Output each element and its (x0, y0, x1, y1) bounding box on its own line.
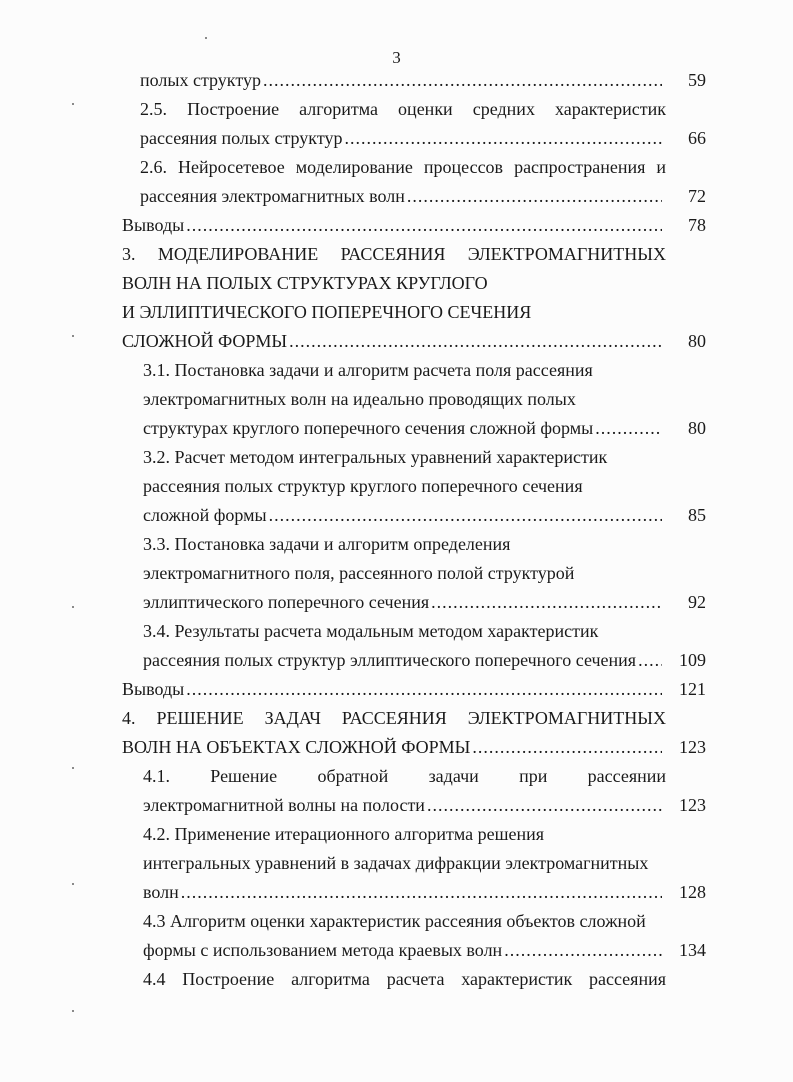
dot-leader (289, 327, 662, 356)
toc-entry-text: Выводы (122, 679, 185, 699)
toc-page-number: 85 (688, 505, 706, 525)
toc-line (122, 675, 706, 704)
toc-line (122, 588, 706, 617)
toc-page-number: 123 (679, 795, 706, 815)
toc-entry-text: ВОЛН НА ОБЪЕКТАХ СЛОЖНОЙ ФОРМЫ (122, 737, 471, 757)
scan-speck (72, 606, 74, 608)
toc-page-number: 109 (679, 650, 706, 670)
toc-page-number: 59 (688, 70, 706, 90)
toc-entry-text: 4.2. Применение итерационного алгоритма решения (143, 824, 545, 844)
toc-entry-text: волн (143, 882, 179, 902)
toc-line (122, 66, 706, 95)
toc-entry-text: рассеяния электромагнитных волн (140, 186, 405, 206)
toc-line (122, 878, 706, 907)
toc-line (122, 269, 706, 298)
toc-line (122, 559, 706, 588)
toc-line (122, 965, 706, 994)
dot-leader (186, 675, 662, 704)
toc-entry-text: рассеяния полых структур круглого поперечного сечения (143, 476, 583, 496)
dot-leader (431, 588, 662, 617)
dot-leader (186, 211, 662, 240)
dot-leader (504, 936, 662, 965)
toc-entry-text: 4.1. Решение обратной задачи при рассеянии (143, 766, 666, 786)
toc-line (122, 530, 706, 559)
toc-entry-text: 3. МОДЕЛИРОВАНИЕ РАССЕЯНИЯ ЭЛЕКТРОМАГНИТНЫХ (122, 244, 666, 264)
scan-speck (72, 883, 74, 885)
toc-page-number: 80 (688, 418, 706, 438)
toc-page-number: 134 (679, 940, 706, 960)
toc-entry-text: 2.6. Нейросетевое моделирование процессов распространения и (140, 157, 666, 177)
toc-entry-text: ВОЛН НА ПОЛЫХ СТРУКТУРАХ КРУГЛОГО (122, 273, 488, 293)
toc-page-number: 72 (688, 186, 706, 206)
toc-line (122, 936, 706, 965)
toc-page-number: 80 (688, 331, 706, 351)
toc-entry-text: СЛОЖНОЙ ФОРМЫ (122, 331, 288, 351)
toc-entry-text: сложной формы (143, 505, 267, 525)
toc-line (122, 849, 706, 878)
toc-entry-text: И ЭЛЛИПТИЧЕСКОГО ПОПЕРЕЧНОГО СЕЧЕНИЯ (122, 302, 532, 322)
toc-entry-text: 4. РЕШЕНИЕ ЗАДАЧ РАССЕЯНИЯ ЭЛЕКТРОМАГНИТНЫХ (122, 708, 666, 728)
toc-entry-text: 3.1. Постановка задачи и алгоритм расчета поля рассеяния (143, 360, 593, 380)
scan-speck (72, 1010, 74, 1012)
toc-line (122, 443, 706, 472)
toc-line (122, 414, 706, 443)
dot-leader (263, 66, 662, 95)
toc-entry-text: 3.4. Результаты расчета модальным методом характеристик (143, 621, 599, 641)
toc-entry-text: рассеяния полых структур эллиптического поперечного сечения (143, 650, 637, 670)
page-number: 3 (392, 48, 401, 67)
dot-leader (407, 182, 662, 211)
toc-line (122, 385, 706, 414)
dot-leader (181, 878, 662, 907)
dot-leader (427, 791, 662, 820)
toc-entry-text: полых структур (140, 70, 261, 90)
toc-page-number: 128 (679, 882, 706, 902)
toc-page-number: 121 (679, 679, 706, 699)
toc-line (122, 791, 706, 820)
toc-line (122, 182, 706, 211)
toc-line (122, 617, 706, 646)
toc-page-number: 123 (679, 737, 706, 757)
toc-line (122, 646, 706, 675)
toc-page-number: 66 (688, 128, 706, 148)
toc-entry-text: 3.2. Расчет методом интегральных уравнений характеристик (143, 447, 608, 467)
toc-page-number: 78 (688, 215, 706, 235)
table-of-contents (122, 66, 706, 994)
dot-leader (595, 414, 662, 443)
toc-line (122, 762, 706, 791)
toc-line (122, 356, 706, 385)
dot-leader (344, 124, 662, 153)
scan-speck (72, 767, 74, 769)
toc-entry-text: электромагнитных волн на идеально проводящих полых (143, 389, 576, 409)
toc-entry-text: Выводы (122, 215, 185, 235)
toc-line (122, 327, 706, 356)
toc-entry-text: структурах круглого поперечного сечения сложной формы (143, 418, 594, 438)
toc-line (122, 211, 706, 240)
toc-line (122, 124, 706, 153)
dot-leader (269, 501, 662, 530)
toc-entry-text: 2.5. Построение алгоритма оценки средних характеристик (140, 99, 666, 119)
toc-line (122, 472, 706, 501)
toc-entry-text: интегральных уравнений в задачах дифракции электромагнитных (143, 853, 649, 873)
toc-line (122, 298, 706, 327)
toc-line (122, 704, 706, 733)
dot-leader (472, 733, 662, 762)
toc-line (122, 240, 706, 269)
toc-entry-text: электромагнитной волны на полости (143, 795, 425, 815)
toc-entry-text: эллиптического поперечного сечения (143, 592, 430, 612)
scan-speck (72, 103, 74, 105)
toc-entry-text: электромагнитного поля, рассеянного полой структурой (143, 563, 575, 583)
toc-line (122, 907, 706, 936)
toc-line (122, 95, 706, 124)
toc-entry-text: 3.3. Постановка задачи и алгоритм определения (143, 534, 511, 554)
toc-line (122, 733, 706, 762)
toc-entry-text: рассеяния полых структур (140, 128, 343, 148)
toc-entry-text: 4.3 Алгоритм оценки характеристик рассеяния объектов сложной (143, 911, 646, 931)
scan-speck (205, 37, 207, 39)
scan-speck (72, 335, 74, 337)
toc-line (122, 153, 706, 182)
dot-leader (638, 646, 662, 675)
toc-line (122, 820, 706, 849)
toc-line (122, 501, 706, 530)
toc-page-number: 92 (688, 592, 706, 612)
toc-entry-text: 4.4 Построение алгоритма расчета характеристик рассеяния (143, 969, 666, 989)
toc-entry-text: формы с использованием метода краевых волн (143, 940, 503, 960)
